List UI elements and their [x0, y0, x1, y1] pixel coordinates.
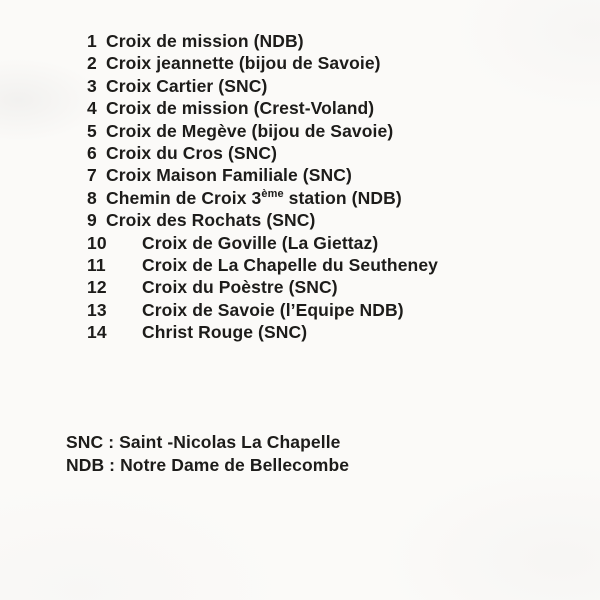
list-item	[87, 30, 438, 52]
item-number: 1	[87, 31, 97, 51]
item-text: Croix de Savoie (l’Equipe NDB)	[142, 299, 404, 320]
item-number: 10	[87, 232, 107, 253]
item-text: Croix de La Chapelle du Seutheney	[142, 255, 439, 276]
item-text: Croix du Cros (SNC)	[106, 143, 278, 164]
item-number: 9	[87, 210, 97, 231]
item-number: 6	[87, 143, 97, 164]
list-item	[87, 209, 438, 231]
item-number: 8	[87, 187, 97, 208]
item-superscript: ème	[261, 188, 284, 201]
item-text: Croix jeannette (bijou de Savoie)	[106, 53, 381, 74]
item-text: Croix Cartier (SNC)	[106, 75, 268, 96]
item-number: 12	[87, 277, 107, 298]
item-text: Croix de Goville (La Giettaz)	[142, 232, 379, 253]
item-text: Croix de mission (Crest-Voland)	[106, 98, 375, 119]
item-number: 3	[87, 75, 97, 96]
item-text: station (NDB)	[283, 187, 402, 208]
item-number: 11	[87, 255, 106, 276]
list-item	[87, 254, 438, 276]
abbreviation-legend	[66, 431, 349, 476]
list-item	[87, 164, 438, 186]
item-number: 2	[87, 53, 97, 74]
item-number: 14	[87, 322, 107, 343]
list-item	[87, 142, 438, 164]
list-item	[87, 52, 438, 74]
item-number: 13	[87, 299, 107, 320]
item-text: Chemin de Croix 3	[106, 187, 262, 208]
item-text: Croix de Megève (bijou de Savoie)	[106, 120, 394, 141]
list-item	[87, 321, 438, 343]
item-text: Christ Rouge (SNC)	[142, 322, 308, 343]
list-item	[87, 276, 438, 298]
item-text: Croix des Rochats (SNC)	[106, 210, 316, 231]
list-item	[87, 232, 438, 254]
legend-line-snc: SNC : Saint -Nicolas La Chapelle	[66, 432, 341, 452]
list-item	[87, 75, 438, 97]
legend-line-ndb: NDB : Notre Dame de Bellecombe	[66, 454, 350, 475]
item-number: 7	[87, 165, 97, 186]
list-item	[87, 97, 438, 119]
item-text: Croix Maison Familiale (SNC)	[106, 165, 352, 186]
list-item	[87, 120, 438, 142]
item-text: Croix du Poèstre (SNC)	[142, 277, 338, 298]
cross-list	[87, 30, 438, 344]
list-item	[87, 299, 438, 321]
item-text: Croix de mission (NDB)	[106, 31, 304, 51]
item-number: 4	[87, 98, 97, 119]
item-number: 5	[87, 120, 97, 141]
list-item	[87, 187, 438, 209]
